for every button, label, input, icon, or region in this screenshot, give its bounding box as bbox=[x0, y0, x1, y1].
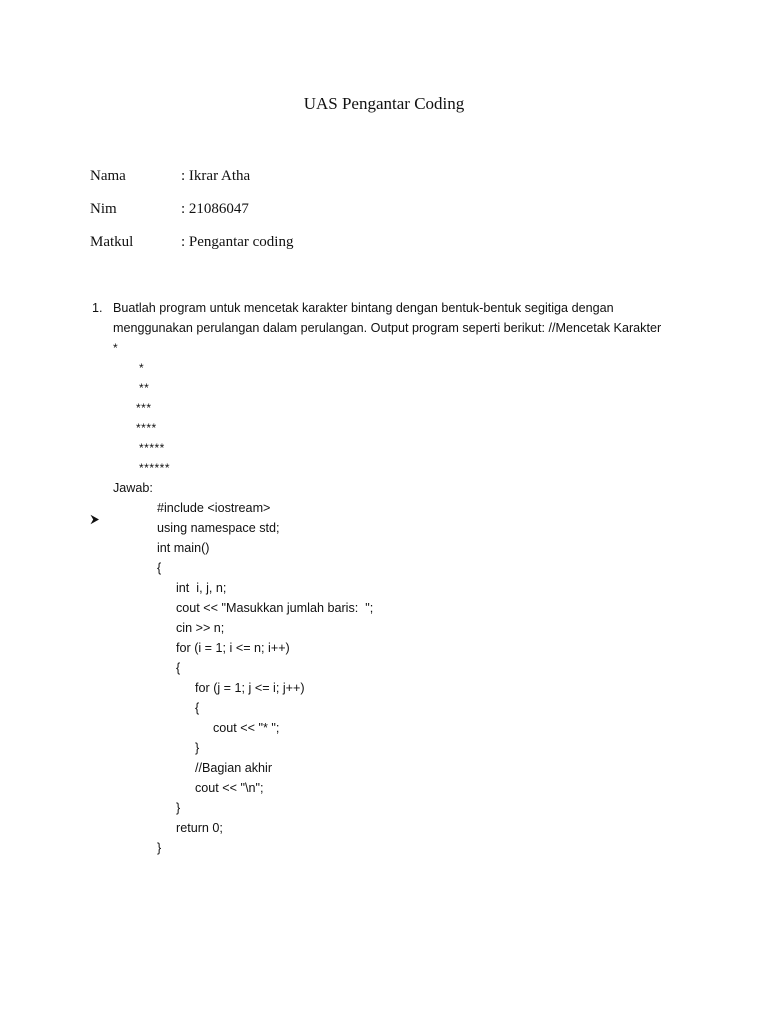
code-line: cout << "\n"; bbox=[195, 781, 264, 795]
code-line: { bbox=[195, 701, 200, 715]
code-line: int main() bbox=[157, 541, 210, 555]
code-line: return 0; bbox=[176, 821, 223, 835]
pattern-line: * bbox=[113, 341, 119, 355]
code-line: } bbox=[157, 841, 162, 855]
code-line: } bbox=[195, 741, 200, 755]
arrow-bullet-icon bbox=[89, 482, 101, 555]
pattern-line: ** bbox=[139, 381, 150, 395]
code-line: cout << "* "; bbox=[213, 721, 280, 735]
code-line: using namespace std; bbox=[157, 521, 280, 535]
code-line: } bbox=[176, 801, 181, 815]
pattern-line: ***** bbox=[139, 441, 165, 455]
info-label-nim: Nim bbox=[90, 201, 117, 217]
answer-label: Jawab: bbox=[113, 481, 153, 495]
document-title: UAS Pengantar Coding bbox=[303, 94, 465, 113]
pattern-line: * bbox=[139, 361, 145, 375]
question-line-2: menggunakan perulangan dalam perulangan. Output program seperti berikut: //Mencetak Karakter bbox=[113, 321, 662, 335]
info-label-matkul: Matkul bbox=[90, 234, 134, 250]
pattern-line: *** bbox=[136, 401, 152, 415]
pattern-line: ****** bbox=[139, 461, 171, 475]
question-line-1: Buatlah program untuk mencetak karakter bintang dengan bentuk-bentuk segitiga dengan bbox=[113, 301, 614, 315]
question-number: 1. bbox=[92, 301, 103, 315]
info-label-nama: Nama bbox=[90, 168, 126, 184]
code-line: for (i = 1; i <= n; i++) bbox=[176, 641, 290, 655]
info-value-nama: : Ikrar Atha bbox=[181, 168, 251, 184]
code-line: cin >> n; bbox=[176, 621, 225, 635]
code-line: { bbox=[157, 561, 162, 575]
code-line: for (j = 1; j <= i; j++) bbox=[195, 681, 305, 695]
code-line: int i, j, n; bbox=[176, 581, 227, 595]
code-line: { bbox=[176, 661, 181, 675]
pattern-line: **** bbox=[136, 421, 157, 435]
code-line: cout << "Masukkan jumlah baris: "; bbox=[176, 601, 374, 615]
code-line: //Bagian akhir bbox=[195, 761, 273, 775]
code-line: #include <iostream> bbox=[157, 501, 271, 515]
info-value-matkul: : Pengantar coding bbox=[181, 234, 294, 250]
info-value-nim: : 21086047 bbox=[181, 201, 249, 217]
